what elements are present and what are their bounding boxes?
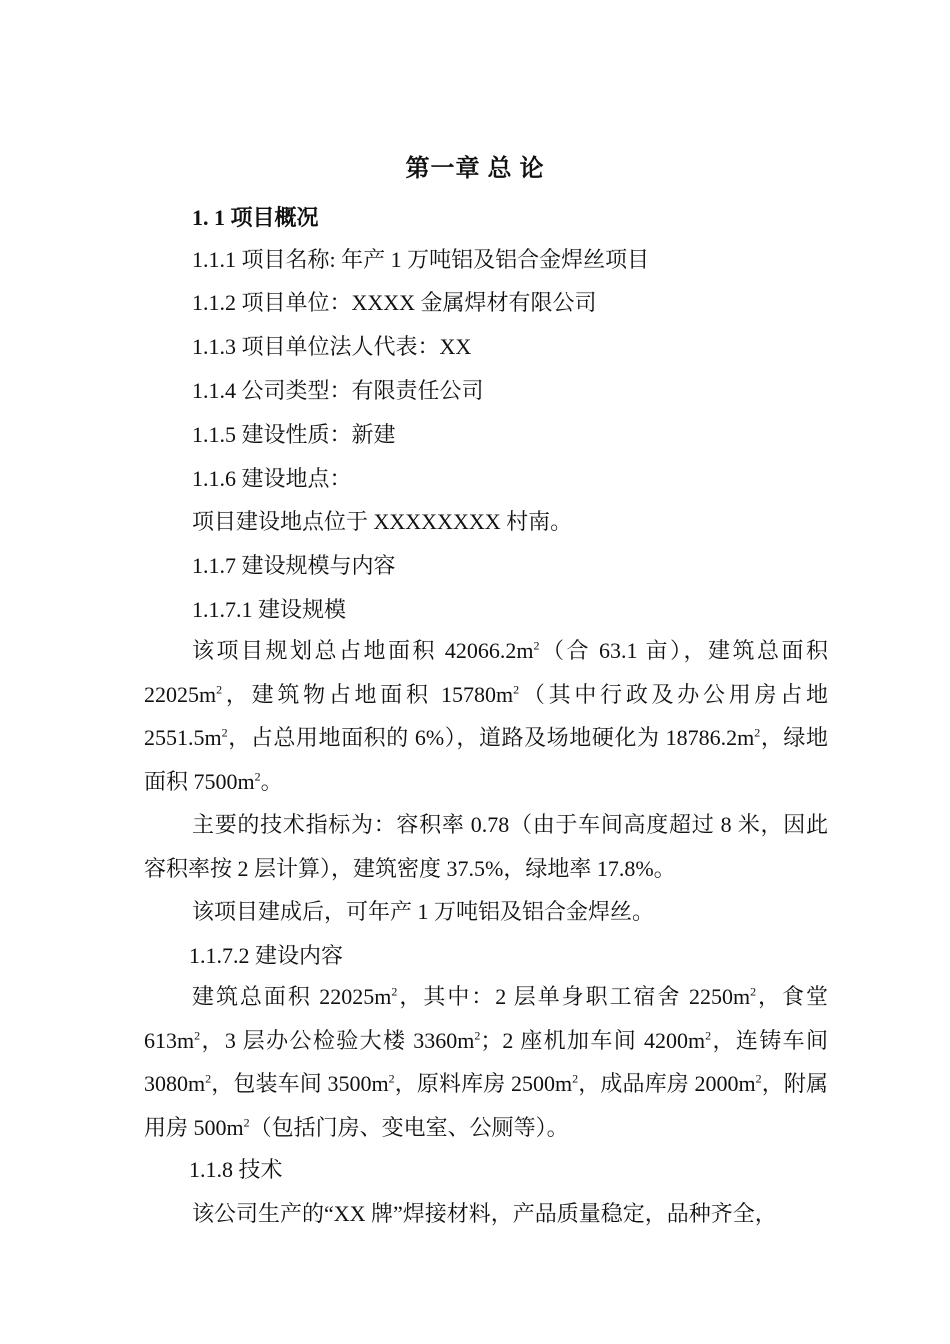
item-legal-representative: 1.1.3 项目单位法人代表：XX — [192, 334, 472, 359]
paragraph-construction-scale: 该项目规划总占地面积 $42066.2m^2$（合 63.1 亩），建筑总面积 $22025m^2$，建筑物占地面积 $15780m^2$（其中行政及办公用房占地 $2551.5m^2$，占总用地面积的 6%），道路及场地硬化为 $18786.2m^2$，绿地面积 $7500m^2$。 — [144, 638, 828, 794]
item-construction-nature: 1.1.5 建设性质：新建 — [192, 422, 396, 447]
item-construction-scale: 1.1.7.1 建设规模 — [192, 597, 347, 622]
item-scale-and-content: 1.1.7 建设规模与内容 — [192, 553, 396, 578]
item-construction-content: 1.1.7.2 建设内容 — [189, 943, 344, 968]
paragraph-construction-content: 建筑总面积 $22025m^2$，其中：2 层单身职工宿舍 $2250m^2$，食堂 $613m^2$，3 层办公检验大楼 $3360m^2$；2 座机加车间 $4200m^2$，连铸车间 $3080m^2$，包装车间 $3500m^2$，原料库房 $2500m^2$，成品库房 $2000m^2$，附属用房 $500m^2$（包括门房、变电室、公厕等）。 — [144, 984, 828, 1140]
item-construction-site: 1.1.6 建设地点： — [192, 466, 352, 491]
item-project-unit: 1.1.2 项目单位：XXXX 金属焊材有限公司 — [192, 290, 597, 315]
location-text: 项目建设地点位于 XXXXXXXX 村南。 — [192, 509, 573, 534]
section-heading: 1. 1 项目概况 — [192, 205, 319, 230]
item-project-name: 1.1.1 项目名称: 年产 1 万吨铝及铝合金焊丝项目 — [192, 247, 650, 272]
paragraph-technology: 该公司生产的“XX 牌”焊接材料，产品质量稳定，品种齐全， — [192, 1201, 777, 1226]
paragraph-technical-indicators: 主要的技术指标为：容积率 0.78（由于车间高度超过 8 米，因此容积率按 2 层计算），建筑密度 37.5%，绿地率 17.8%。 — [144, 812, 828, 881]
paragraph-annual-output: 该项目建成后，可年产 1 万吨铝及铝合金焊丝。 — [192, 899, 655, 924]
item-company-type: 1.1.4 公司类型：有限责任公司 — [192, 378, 484, 403]
item-technology: 1.1.8 技术 — [189, 1157, 283, 1182]
chapter-title: 第一章 总 论 — [405, 156, 545, 182]
